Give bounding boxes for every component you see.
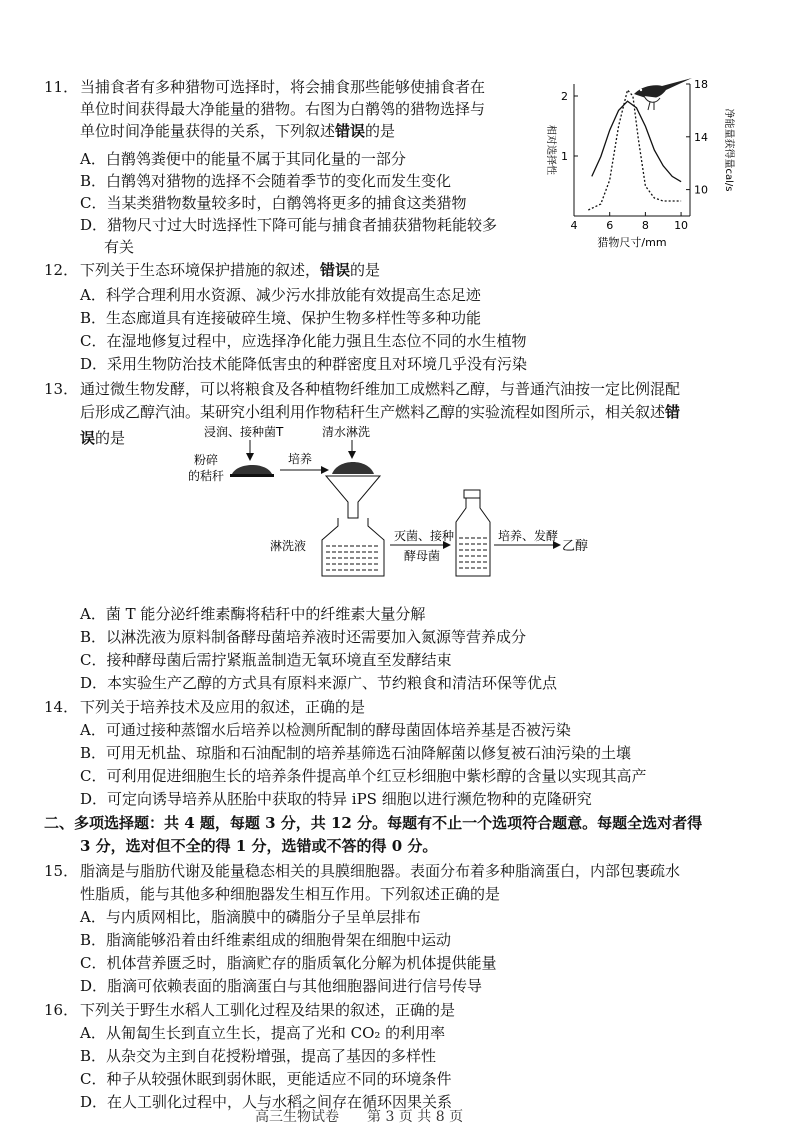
chart-axes <box>545 78 736 249</box>
net-energy-curve <box>592 101 681 182</box>
funnel <box>326 476 380 518</box>
y-left-tick-label: 2 <box>561 90 568 103</box>
q13-line2-text: 后形成乙醇汽油。某研究小组利用作物秸秆生产燃料乙醇的实验流程如图所示，相关叙述 <box>80 403 666 421</box>
q13-option-b: B．以淋洗液为原料制备酵母菌培养液时还需要加入氮源等营养成分 <box>80 628 527 646</box>
q15-option-b: B．脂滴能够沿着由纤维素组成的细胞骨架在细胞中运动 <box>80 931 452 949</box>
label-soak: 浸润、接种菌T <box>204 425 284 439</box>
ethanol-flow-diagram <box>180 418 600 578</box>
label-straw-1: 粉碎 <box>194 453 219 467</box>
x-tick-label: 10 <box>674 219 689 232</box>
bottle-2 <box>456 498 490 576</box>
q12-stem <box>80 259 380 280</box>
q11-line3 <box>80 120 395 141</box>
straw-pile-left <box>232 465 272 474</box>
bottle-1 <box>322 518 384 576</box>
y-right-tick-label: 18 <box>694 78 708 91</box>
bottle-2-cap <box>464 490 480 498</box>
q14-option-b: B．可用无机盐、琼脂和石油配制的培养基筛选石油降解菌以修复被石油污染的土壤 <box>80 744 632 762</box>
x-tick-label: 4 <box>570 219 578 232</box>
x-tick-label: 6 <box>606 219 614 232</box>
y-right-tick-label: 14 <box>694 130 708 144</box>
q13-emphasis-1: 错 <box>665 403 681 421</box>
q11-line1: 当捕食者有多种猎物可选择时，将会捕食那些能够使捕食者在 <box>80 78 486 96</box>
q14-option-a: A．可通过接种蒸馏水后培养以检测所配制的酵母菌固体培养基是否被污染 <box>80 721 571 739</box>
label-yeast: 酵母菌 <box>404 549 441 563</box>
q13-option-a: A．菌 T 能分泌纤维素酶将秸秆中的纤维素大量分解 <box>80 605 426 623</box>
q13-option-d: D．本实验生产乙醇的方式具有原料来源广、节约粮食和清洁环保等优点 <box>80 674 558 692</box>
q13-emphasis-2: 误 <box>80 429 96 447</box>
label-rinse: 清水淋洗 <box>322 425 371 439</box>
label-ethanol: 乙醇 <box>562 539 589 554</box>
q11-option-b: B．白鹡鸰对猎物的选择不会随着季节的变化而发生变化 <box>80 172 452 190</box>
q14-number: 14． <box>44 698 79 716</box>
q12-stem-text: 下列关于生态环境保护措施的叙述， <box>80 261 321 279</box>
q12-stem-end: 的是 <box>350 261 381 279</box>
q13-number: 13． <box>44 380 79 398</box>
x-tick-label: 8 <box>641 219 649 232</box>
q16-number: 16． <box>44 1001 79 1019</box>
tray-left <box>230 474 274 477</box>
y-left-axis-label: 相对选择性 <box>545 125 556 175</box>
q11-option-a: A．白鹡鸰粪便中的能量不属于其同化量的一部分 <box>80 150 406 168</box>
prey-selection-chart <box>530 70 760 250</box>
label-sterilize: 灭菌、接种 <box>394 529 455 543</box>
q12-emphasis: 错误 <box>320 261 351 279</box>
bottle-1-liquid <box>326 546 380 570</box>
selectivity-curve <box>588 90 681 210</box>
q16-stem: 下列关于野生水稻人工驯化过程及结果的叙述，正确的是 <box>80 1001 456 1019</box>
q16-option-c: C．种子从较强休眠到弱休眠，更能适应不同的环境条件 <box>80 1070 452 1088</box>
label-ferment: 培养、发酵 <box>498 529 559 543</box>
q12-option-b: B．生态廊道具有连接破碎生境、保护生物多样性等多种功能 <box>80 309 482 327</box>
q15-number: 15． <box>44 862 79 880</box>
q15-line2: 性脂质，能与其他多种细胞器发生相互作用。下列叙述正确的是 <box>80 885 501 903</box>
q15-line1: 脂滴是与脂肪代谢及能量稳态相关的具膜细胞器。表面分布着多种脂滴蛋白，内部包裹疏水 <box>80 862 681 880</box>
x-axis-label: 猎物尺寸/mm <box>597 236 667 249</box>
label-liquid: 淋洗液 <box>270 539 307 553</box>
q15-option-a: A．与内质网相比，脂滴膜中的磷脂分子呈单层排布 <box>80 908 421 926</box>
y-right-tick-label: 10 <box>694 183 708 197</box>
q16-option-b: B．从杂交为主到自花授粉增强，提高了基因的多样性 <box>80 1047 437 1065</box>
q12-number: 12． <box>44 261 79 279</box>
q12-option-a: A．科学合理利用水资源、减少污水排放能有效提高生态足迹 <box>80 286 481 304</box>
q11-line3-text: 单位时间净能量获得的关系，下列叙述 <box>80 122 336 140</box>
q12-option-c: C．在湿地修复过程中，应选择净化能力强且生态位不同的水生植物 <box>80 332 527 350</box>
q14-stem: 下列关于培养技术及应用的叙述，正确的是 <box>80 698 366 716</box>
q15-option-d: D．脂滴可依赖表面的脂滴蛋白与其他细胞器间进行信号传导 <box>80 977 483 995</box>
bottle-2-liquid <box>459 538 487 568</box>
y-left-tick-label: 1 <box>561 150 568 163</box>
label-straw-2: 的秸秆 <box>188 469 225 483</box>
q11-option-c: C．当某类猎物数量较多时，白鹡鸰将更多的捕食这类猎物 <box>80 194 467 212</box>
chart-series <box>588 90 681 210</box>
q11-option-d: D．猎物尺寸过大时选择性下降可能与捕食者捕获猎物耗能较多 <box>80 216 498 234</box>
q11-line3-end: 的是 <box>365 122 396 140</box>
straw-pile-funnel <box>332 462 374 474</box>
q11-number: 11． <box>44 78 79 96</box>
q13-line1: 通过微生物发酵，可以将粮食及各种植物纤维加工成燃料乙醇，与普通汽油按一定比例混配 <box>80 380 681 398</box>
page-footer: 高三生物试卷 第 3 页 共 8 页 <box>255 1109 464 1125</box>
q13-line3-end: 的是 <box>95 429 126 447</box>
q16-option-a: A．从匍匐生长到直立生长，提高了光和 CO₂ 的利用率 <box>80 1024 446 1042</box>
section2-line2: 3 分，选对但不全的得 1 分，选错或不答的得 0 分。 <box>80 837 438 855</box>
q16-option-d: D．在人工驯化过程中，人与水稻之间存在循环因果关系 <box>80 1093 453 1111</box>
section2-line1: 二、多项选择题：共 4 题，每题 3 分，共 12 分。每题有不止一个选项符合题意。每题全选对者得 <box>44 814 703 832</box>
q14-option-c: C．可利用促进细胞生长的培养条件提高单个红豆杉细胞中紫杉醇的含量以实现其高产 <box>80 767 647 785</box>
q15-option-c: C．机体营养匮乏时，脂滴贮存的脂质氧化分解为机体提供能量 <box>80 954 497 972</box>
q11-line2: 单位时间获得最大净能量的猎物。右图为白鹡鸰的猎物选择与 <box>80 100 486 118</box>
q13-line3 <box>80 427 125 448</box>
q12-option-d: D．采用生物防治技术能降低害虫的种群密度且对环境几乎没有污染 <box>80 355 528 373</box>
wagtail-bird-icon <box>634 78 692 110</box>
y-right-axis-label: 净能量获得量cal/s <box>723 108 734 192</box>
q11-emphasis: 错误 <box>335 122 366 140</box>
q13-option-c: C．接种酵母菌后需拧紧瓶盖制造无氧环境直至发酵结束 <box>80 651 452 669</box>
q14-option-d: D．可定向诱导培养从胚胎中获取的特异 iPS 细胞以进行濒危物种的克隆研究 <box>80 790 592 808</box>
label-culture: 培养 <box>288 452 313 466</box>
q11-option-d-cont: 有关 <box>104 238 135 256</box>
